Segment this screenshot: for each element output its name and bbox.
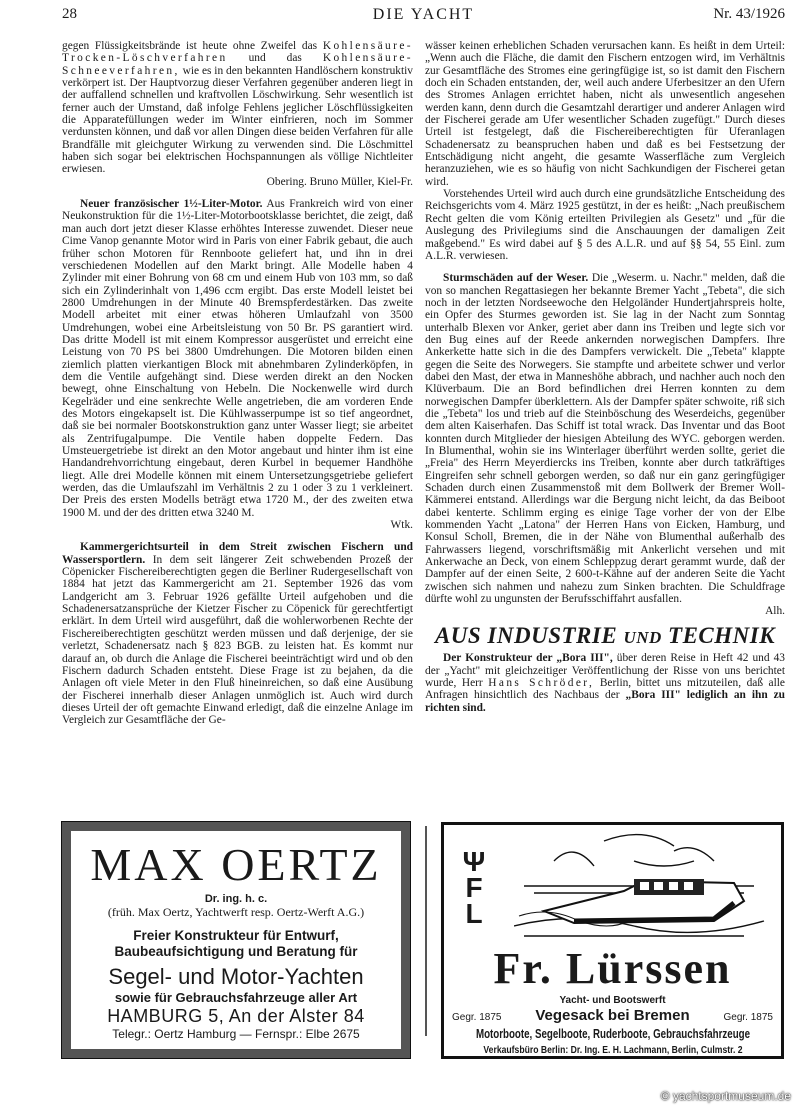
text: Kohlensäure-Schneeverfahren, <box>62 52 413 77</box>
author-signature: Wtk. <box>390 519 413 532</box>
ad-text: Segel- und Motor-Yachten <box>108 964 364 989</box>
ad-text: (früh. Max Oertz, Yachtwerft resp. Oertz-Werft A.G.) <box>107 905 365 919</box>
left-column <box>62 40 413 727</box>
section-heading <box>425 622 785 648</box>
ad-text: Vegesack bei Bremen <box>535 1007 690 1024</box>
text: Hans Schröder, <box>488 676 595 689</box>
watermark: © yachtsportmuseum.de <box>660 1089 791 1103</box>
text: gegen Flüssigkeitsbrände ist heute ohne Zweifel das <box>62 40 318 52</box>
text: TECHNIK <box>661 622 776 648</box>
article-court-ruling <box>62 541 413 726</box>
page-number: 28 <box>62 6 77 22</box>
issue-number: Nr. 43/1926 <box>713 6 785 22</box>
article-bora-iii <box>425 652 785 714</box>
ad-name: Fr. Lürssen <box>493 944 732 993</box>
right-column <box>425 40 785 714</box>
article-heading: Der Konstrukteur der „Bora III", <box>443 652 613 665</box>
text: Die „Weserm. u. Nachr." melden, daß die von so manchen Regattasiegen her bekannte Bremer Yacht „Tebeta", die sich noch in der letzten Nordseewoche den Helgoländer Hundertjahrspreis holte, ein Opfer des Sturmes geworden ist. Sie lag in der Nacht zum Sonntag unterhalb Blexen vor Anker, geriet aber dann ins Treiben und legte sich vor den Bug eines auf der Reede ankernden norwegischen Dampfers. Ihre Ankerkette hatte sich in die des Dampfers verwickelt. Die „Tebeta" klappte gegen die Seite des Norwegers. Sie stampfte und arbeitete schwer und verlor dabei den Mast, der etwa in Manneshöhe abbrach, und nachher auch noch den Klüverbaum. Die an Bord befindlichen drei Herren konnten zu dem norwegischen Dampfer überklettern. Als der Dampfer später schwoite, riß sich die „Tebeta" los und trieb auf die Steinböschung des Weserdeichs, gegenüber dem alten Kaiserhafen. Das Schiff ist total wrack. Das Inventar und das Boot konnten durch Mitglieder der hiesigen Abteilung des WYC. geborgen werden. In Blumenthal, wohin sie ins Winterlager überführt werden sollte, geriet die „Freia" des Herrn Meyerdiercks ins Treiben, konnte aber durch tatkräftiges Eingreifen sehr schnell geborgen werden, so daß nur ein ganz geringfügiger Schaden durch einen Zusammenstoß mit dem Bollwerk der Bremer Woll-Kämmerei entstand. Allerdings war die Bergung nicht leicht, da das Beiboot dabei kenterte. Schlimm erging es einige Tage vorher der von der Elbe kommenden Yacht „Latona" der Herren Hans von Eicken, Hamburg, und Konsul Scholl, Bremen, die in der Nähe von Blumenthal außerhalb des Fahrwassers liegend, vorschriftsmäßig mit Ankerlicht versehen und mit Ankerwache an Deck, von einem Schleppzug derart gerammt wurde, daß der Dampfer auf der einen Seite, 2 600-t-Kähne auf der anderen Seite die Yacht zwischen sich nahmen und nahezu zum Sinken brachten. Die Schuldfrage dürfte wohl zu ungunsten der Berufsschiffahrt ausfallen. <box>425 272 785 606</box>
journal-title: DIE YACHT <box>372 6 475 23</box>
article-french-motor <box>62 198 413 531</box>
divider <box>425 826 427 1036</box>
text: Berlin, bittet uns mitzuteilen, daß alle Anfragen hinsichtlich des Nachbaus der <box>425 676 785 702</box>
article-heading: Kammergerichtsurteil in dem Streit zwischen Fischern und Wassersportlern. <box>62 541 413 566</box>
article-court-ruling-cont2: Vorstehendes Urteil wird auch durch eine grundsätzliche Entscheidung des Reichsgerichts vom 4. März 1925 gestützt, in der es heißt: „Nach preußischem Recht gelten die vom König erteilten Privilegien als Gesetz" und „für die Auslegung des Privilegiums sind die Anschauungen der damaligen Zeit maßgebend." Es wird dabei auf § 5 des A.L.R. und auf §§ 54, 55 Einl. zum A.L.R. verwiesen. <box>425 188 785 262</box>
ad-text: Yacht- und Bootswerft <box>559 995 666 1006</box>
ad-contact: Telegr.: Oertz Hamburg — Fernspr.: Elbe 2675 <box>112 1027 360 1041</box>
text: „Bora III" lediglich an ihn zu richten sind. <box>425 689 785 714</box>
text: wie es in den bekannten Handlöschern konstruktiv verkörpert ist. Der Hauptvorzug dieser Verfahren gegenüber anderen liegt in der auffallend schnellen und kraftvollen Löschwirkung. Sehr wesentlich ist ferner auch der Umstand, daß infolge Fehlens jeglicher Löschflüssigkeiten die Apparatefüllungen weder im Winter einfrieren, noch im Sommer verdunsten können, und daß vor allen Dingen diese beiden Verfahren für alle Brandfälle mit gleichguter Wirkung zu verwenden sind. Die Löschmittel haben sich sogar bei elektrischen Hochspannungen als völlige Nichtleiter erwiesen. <box>62 64 413 176</box>
ad-text: sowie für Gebrauchsfahrzeuge aller Art <box>114 990 358 1005</box>
ad-text: Motorboote, Segelboote, Ruderboote, Gebrauchsfahrzeuge <box>475 1027 750 1041</box>
page-header <box>62 6 785 26</box>
motorboat-illustration <box>514 831 774 943</box>
advertisement-luerssen <box>441 822 784 1059</box>
trident-logo-icon: Ψ F L <box>462 846 486 929</box>
ad-row <box>452 1007 773 1024</box>
text: In dem seit längerer Zeit schwebenden Prozeß der Cöpenicker Fischereiberechtigten gegen die Berliner Rudergesellschaft von 1884 hat jetzt das Kammergericht am 21. September 1926 das vom Landgericht am 3. Februar 1926 gefällte Urteil aufgehoben und die Schadenersatzansprüche der Kietzer Fischer zu Cöpenick für gerechtfertigt erklärt. In dem Urteil wird ausgeführt, daß die wohlerworbenen Rechte der Fischereiberechtigten geschützt werden müssen und daß derjenige, der sie verletzt, Schadenersatz nach § 823 BGB. zu leisten hat. Es kommt nur darauf an, ob durch die Anlage die Fischerei beeinträchtigt wird und ob den Fischern dadurch Schaden entsteht. Diese Frage ist zu bejahen, da die Anlagen oft viele Meter in den Fluß hineinreichen, so daß eine Ausübung der Fischerei innerhalb dieser Anlagen unmöglich ist. Auch wird durch dieses Urteil der oft gemachte Einwand erledigt, daß die einzelne Anlage im Vergleich zur Gesamtfläche der Ge- <box>62 553 413 727</box>
text: AUS INDUSTRIE <box>434 622 624 648</box>
article-fire-extinguishing <box>62 40 413 188</box>
text: Kohlensäure-Trocken-Löschverfahren <box>62 40 413 65</box>
article-heading: Neuer französischer 1½-Liter-Motor. <box>80 198 263 211</box>
article-heading: Sturmschäden auf der Weser. <box>443 272 589 285</box>
article-storm-damage <box>425 272 785 618</box>
text: UND <box>623 627 662 647</box>
ad-text: Gegr. 1875 <box>723 1012 773 1023</box>
advertisement-max-oertz <box>62 822 410 1058</box>
author-signature: Obering. Bruno Müller, Kiel-Fr. <box>266 175 413 188</box>
ad-text: Gegr. 1875 <box>452 1012 502 1023</box>
author-signature: Alh. <box>765 605 785 618</box>
ad-text: Verkaufsbüro Berlin: Dr. Ing. E. H. Lachmann, Berlin, Culmstr. 2 <box>482 1045 743 1056</box>
text: und das <box>248 52 302 65</box>
ad-text: Dr. ing. h. c. <box>204 893 268 905</box>
ad-name: MAX OERTZ <box>90 839 382 890</box>
ad-address: HAMBURG 5, An der Alster 84 <box>107 1006 365 1026</box>
article-court-ruling-cont: wässer keinen erheblichen Schaden verursachen kann. Es heißt in dem Urteil: „Wenn auch die Fläche, die damit den Fischern entzogen wird, im Verhältnis zur Gesamtfläche des Stromes eine geringfügige ist, so ist damit den Fischern doch ein Schaden entstanden, der, weil auch andere Uferbesitzer an den Ufern des Stromes Anlagen errichtet haben, nicht als unwesentlich angesehen werden kann, denn durch die Gesamtzahl derartiger und anderer Anlagen wird der Fischerei gerade am Ufer wesentlicher Schaden zugefügt." Durch dieses Urteil ist festgelegt, daß die Fischereiberechtigten für Uferanlagen Schadenersatz zu beanspruchen haben und daß es bei Festsetzung der Entschädigung nicht angeht, die gesamte Wasserfläche zum Vergleich heranzuziehen, wie es so häufig von nicht Sachkundigen der Fischerei getan wird. <box>425 40 785 188</box>
ad-text: Freier Konstrukteur für Entwurf, Baubeaufsichtigung und Beratung für <box>114 928 358 959</box>
text: über deren Reise in Heft 42 und 43 der „Yacht" mit gleichzeitiger Veröffentlichung der Risse von uns berichtet wurde, Herr <box>425 652 785 689</box>
text: Aus Frankreich wird von einer Neukonstruktion für die 1½-Liter-Motorbootsklasse berichtet, die zeigt, daß man auch dort jetzt dieser Klasse erhöhtes Interesse zuwendet. Dieser neue Cime Vanop genannte Motor wird in Paris von einer Fabrik gebaut, die auch früher schon Motoren für Rennboote geliefert hat, und ihn in drei verschiedenen Modellen auf den Markt bringt. Alle Modelle haben 4 Zylinder mit einer Bohrung von 68 cm und einem Hub von 103 mm, so daß sich ein Zylinderinhalt von 1,496 ccm ergibt. Das erste Modell leistet bei 2800 Umdrehungen in der Minute 40 Bremspferdestärken. Das zweite Modell arbeitet mit einer etwas höheren Umlaufzahl von 3500 Umdrehungen, wobei eine Arbeitsleistung von 50 Br. PS garantiert wird. Das dritte Modell ist mit einem Kompressor ausgerüstet und erreicht eine Leistung von 70 PS bei 3800 Umdrehungen. Die Motoren bilden einen ziemlich platten vierkantigen Block mit abnehmbaren Zylinderköpfen, in dem die Ventile aufgehängt sind. Diese werden direkt an den Nocken bewegt, ohne Einschaltung von Hebeln. Die Nockenwelle wird durch Kegelräder und eine senkrechte Welle angetrieben, die am vorderen Ende des Motors eingekapselt ist. Die Kühlwasserpumpe ist so tief angeordnet, daß sie bei normaler Bootskonstruktion ganz unter Wasser liegt; sie arbeitet als Zentrifugalpumpe. Die Ventile haben doppelte Federn. Das Umsteuergetriebe ist direkt an den Motor angebaut und hinter ihm ist eine Handandrehvorrichtung eingebaut, deren Kurbel in bequemer Handhöhe liegt. Alle drei Modelle können mit einem Untersetzungsgetriebe geliefert werden, das die Umlaufszahl im Verhältnis 2 zu 1 oder 3 zu 1 verkleinert. Der Preis des ersten Modells beträgt etwa 1720 M., der des zweiten etwa 1900 M. und der des dritten etwa 3240 M. <box>62 198 413 519</box>
